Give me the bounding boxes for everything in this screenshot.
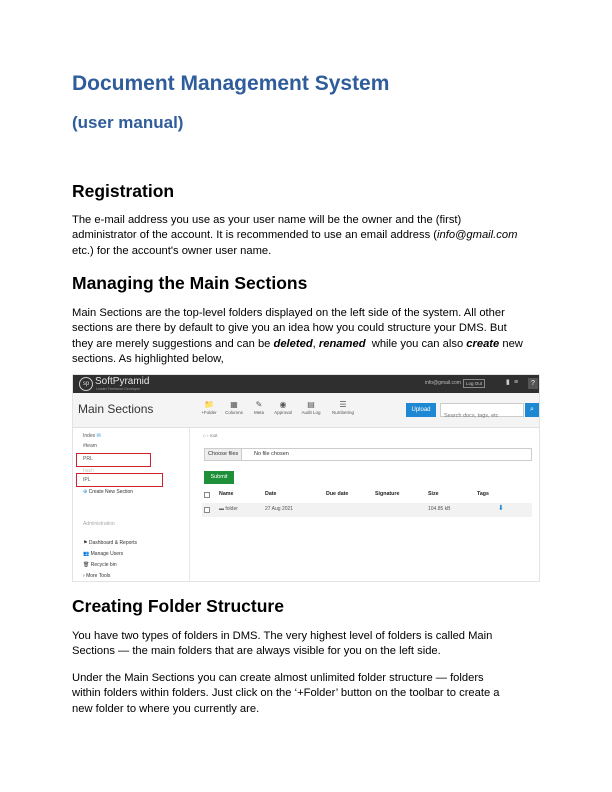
file-status: No file chosen [254, 451, 289, 457]
search-icon[interactable]: ⌕ [525, 403, 539, 417]
numbered-list-icon: ☰ [339, 400, 347, 409]
text-line: sections. As highlighted below, [72, 353, 224, 366]
text-line: Under the Main Sections you can create almost unlimited folder structure — folders [72, 672, 484, 684]
emphasis-create: create [466, 337, 500, 350]
column-header[interactable]: Tags [477, 491, 489, 497]
choose-files-button[interactable]: Choose files [205, 449, 242, 460]
section-title: Main Sections [78, 402, 154, 416]
flag-icon: ⚑ [83, 540, 88, 546]
column-header[interactable]: Date [265, 491, 277, 497]
sidebar-link-recycle[interactable]: 🗑 Recycle bin [83, 562, 117, 568]
main-sections-heading: Managing the Main Sections [72, 273, 308, 293]
main-panel [190, 428, 540, 582]
submit-button[interactable]: Submit [204, 471, 234, 484]
file-chooser[interactable] [204, 448, 532, 461]
app-header [73, 393, 540, 428]
sidebar-item-team[interactable]: #team [83, 443, 97, 449]
tag-icon: ✎ [255, 400, 263, 409]
menu-icon[interactable]: ≡ [514, 379, 519, 386]
text-span: they are merely suggestions and can be [72, 337, 274, 350]
text-line: within folders within folders. Just click on the ‘+Folder’ button on the toolbar to create a [72, 687, 500, 700]
email-example: info@gmail.com [437, 229, 518, 242]
folder-structure-heading: Creating Folder Structure [72, 596, 284, 616]
registration-heading: Registration [72, 181, 175, 201]
approval-icon: ◉ [279, 400, 287, 409]
emphasis-renamed: renamed [318, 337, 366, 350]
document-icon: ▤ [307, 400, 315, 409]
table-row[interactable] [202, 503, 532, 517]
sidebar-item-prl[interactable]: PRL [83, 456, 93, 462]
text-line: You have two types of folders in DMS. The very highest level of folders is called Main [72, 630, 493, 642]
toolbar-numbering-button[interactable] [330, 399, 356, 415]
app-screenshot [72, 374, 540, 582]
breadcrumb[interactable]: ⌂ › root [203, 433, 218, 438]
column-header[interactable]: Signature [375, 491, 400, 497]
users-icon: 👥 [83, 551, 90, 557]
user-email: info@gmail.com [425, 380, 461, 386]
emphasis-deleted: deleted [273, 337, 313, 350]
sidebar [73, 428, 190, 582]
column-header[interactable]: Name [219, 491, 234, 497]
column-header[interactable]: Size [428, 491, 439, 497]
text-span: , [312, 337, 319, 350]
upload-button[interactable]: Upload [406, 403, 436, 417]
toolbar-columns-button[interactable] [221, 399, 247, 415]
folder-icon: ▬ [219, 506, 224, 512]
app-topbar [73, 375, 540, 393]
logo-tagline: Leader Freelance Developer [96, 387, 141, 391]
admin-heading: Administration [83, 521, 115, 527]
page-subtitle: (user manual) [72, 113, 184, 132]
sidebar-item-index[interactable]: Index ✉ [83, 433, 101, 439]
row-date: 27 Aug 2021 [265, 506, 294, 512]
main-sections-paragraph [72, 306, 542, 368]
mail-icon: ✉ [96, 433, 101, 439]
sidebar-item-ipl[interactable]: IPL [83, 477, 91, 483]
text-line: Main Sections are the top-level folders displayed on the left side of the system. All other [72, 307, 505, 319]
toolbar-label: Meta [253, 410, 264, 415]
text-span: while you can also [365, 337, 467, 350]
sidebar-item-hash[interactable]: hash [83, 468, 94, 474]
text-line: Sections — the main folders that are always visible for you on the left side. [72, 645, 441, 658]
text-span: new [499, 337, 523, 350]
sidebar-link-dashboard[interactable]: ⚑ Dashboard & Reports [83, 540, 137, 546]
text-line: etc.) for the account's owner user name. [72, 244, 272, 257]
text-span: administrator of the account. It is recommended to use an email address ( [72, 229, 438, 242]
columns-icon: ▦ [230, 400, 238, 409]
toolbar-label: +Folder [201, 410, 217, 415]
page-title: Document Management System [72, 72, 390, 95]
home-icon: ⌂ [203, 433, 206, 438]
toolbar-meta-button[interactable] [246, 399, 272, 415]
toolbar-folder-button[interactable] [196, 399, 222, 415]
text-line: The e-mail address you use as your user name will be the owner and the (first) [72, 214, 462, 226]
toolbar-approval-button[interactable] [270, 399, 296, 415]
toolbar-label: Audit Log [301, 410, 321, 415]
registration-paragraph [72, 213, 542, 259]
toolbar-audit-log-button[interactable] [298, 399, 324, 415]
logo-icon: sp [79, 377, 93, 391]
toolbar-label: Columns [225, 410, 243, 415]
sidebar-link-more-tools[interactable]: › More Tools [83, 573, 111, 579]
row-size: 104.85 kB [428, 506, 451, 512]
toolbar-label: Numbering [331, 410, 354, 415]
text-line: sections are there by default to give you an idea how you could structure your DMS. But [72, 322, 507, 335]
sidebar-link-users[interactable]: 👥 Manage Users [83, 551, 124, 557]
logout-button[interactable]: Log Out [463, 379, 485, 388]
chevron-right-icon: › [83, 573, 85, 579]
toolbar-label: Approval [274, 410, 292, 415]
create-section-link[interactable]: ⊕ Create New Section [83, 489, 134, 495]
text-line [72, 228, 542, 243]
help-button[interactable]: ? [528, 378, 538, 389]
text-line [72, 337, 542, 352]
folder-structure-paragraph-1 [72, 629, 542, 660]
logo-text: SoftPyramid [95, 376, 150, 387]
bar-chart-icon[interactable]: ▮ [506, 379, 510, 386]
column-header[interactable]: Due date [326, 491, 349, 497]
plus-circle-icon: ⊕ [83, 489, 88, 495]
trash-icon: 🗑 [83, 562, 90, 568]
search-box[interactable] [440, 403, 524, 417]
search-input[interactable] [441, 411, 527, 422]
folder-icon: 📁 [204, 400, 214, 409]
text-line: new folder to where you currently are. [72, 702, 260, 715]
select-all-checkbox[interactable] [204, 492, 210, 498]
row-name[interactable]: ▬ folder [219, 506, 238, 512]
row-checkbox[interactable] [204, 507, 210, 513]
folder-structure-paragraph-2 [72, 671, 542, 717]
download-icon[interactable]: ⬇ [498, 505, 504, 512]
